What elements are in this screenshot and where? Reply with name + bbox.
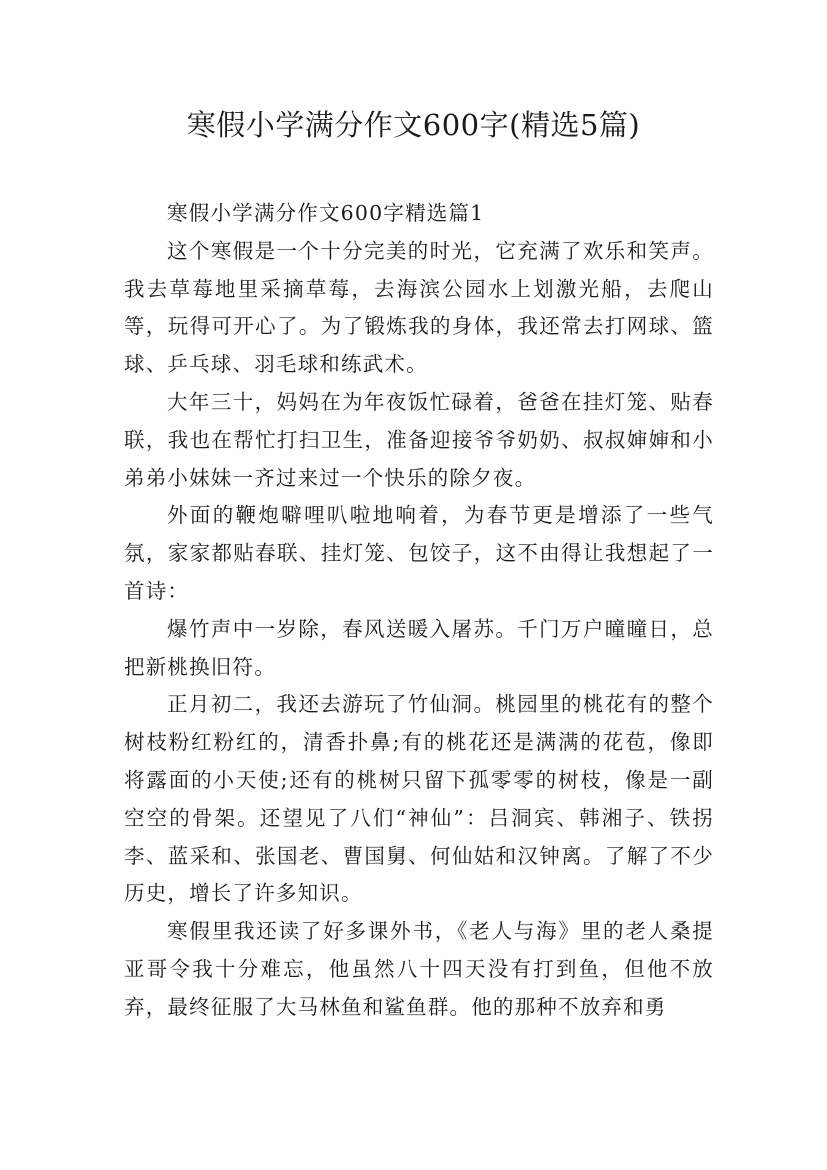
paragraph: 大年三十，妈妈在为年夜饭忙碌着，爸爸在挂灯笼、贴春联，我也在帮忙打扫卫生，准备迎接爷爷奶奶、叔叔婶婶和小弟弟小妹妹一齐过来过一个快乐的除夕夜。	[124, 389, 714, 490]
paragraph: 寒假里我还读了好多课外书，《老人与海》里的老人桑提亚哥令我十分难忘，他虽然八十四天没有打到鱼，但他不放弃，最终征服了大马林鱼和鲨鱼群。他的那种不放弃和勇	[124, 919, 714, 1019]
document-title: 寒假小学满分作文600字(精选5篇)	[186, 108, 641, 142]
poem-paragraph: 爆竹声中一岁除，春风送暖入屠苏。千门万户曈曈日，总把新桃换旧符。	[124, 616, 714, 679]
section-heading: 寒假小学满分作文600字精选篇1	[167, 201, 485, 225]
document-body	[124, 195, 714, 1027]
paragraph: 正月初二，我还去游玩了竹仙洞。桃园里的桃花有的整个树枝粉红粉红的，清香扑鼻;有的桃花还是满满的花苞，像即将露面的小天使;还有的桃树只留下孤零零的树枝，像是一副空空的骨架。还望见了八们“神仙”：吕洞宾、韩湘子、铁拐李、蓝采和、张国老、曹国舅、何仙姑和汉钟离。了解了不少历史，增长了许多知识。	[124, 692, 714, 906]
paragraph: 外面的鞭炮噼哩叭啦地响着，为春节更是增添了一些气氛，家家都贴春联、挂灯笼、包饺子，这不由得让我想起了一首诗：	[124, 503, 714, 603]
paragraph: 这个寒假是一个十分完美的时光，它充满了欢乐和笑声。我去草莓地里采摘草莓，去海滨公园水上划激光船，去爬山等，玩得可开心了。为了锻炼我的身体，我还常去打网球、篮球、乒乓球、羽毛球和练武术。	[124, 238, 714, 377]
